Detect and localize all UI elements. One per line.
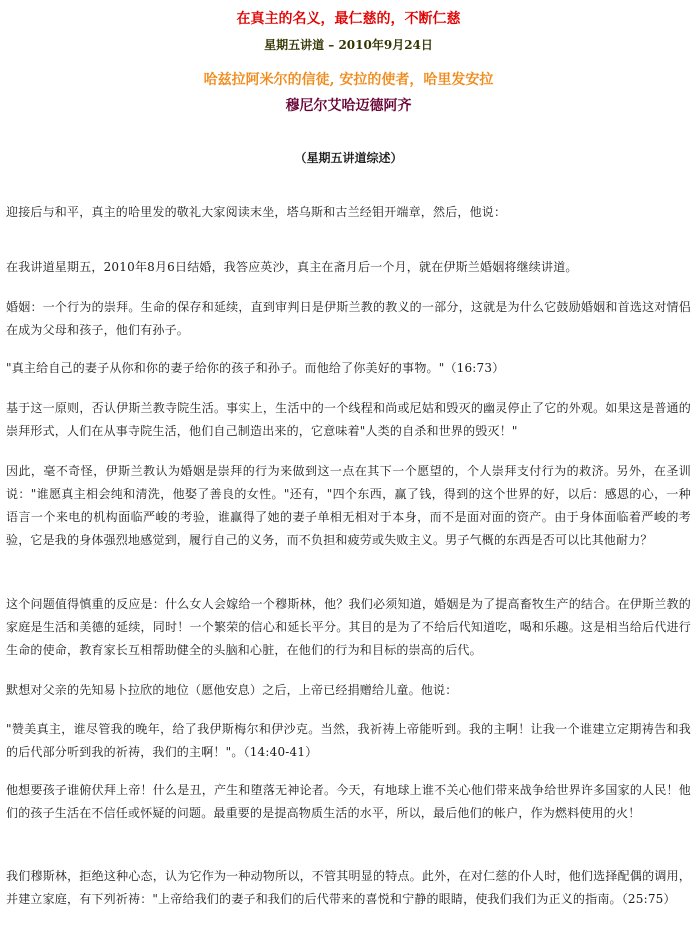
subtitle: 哈兹拉阿米尔的信徒, 安拉的使者，哈里发安拉 (203, 72, 494, 88)
paragraph-1: 迎接后与和平，真主的哈里发的敬礼大家阅读末坐，塔乌斯和古兰经钼开端章，然后，他说： (6, 205, 507, 219)
paragraph-9: "赞美真主，谁尽管我的晚年，给了我伊斯梅尔和伊沙克。当然，我祈祷上帝能听到。我的主啊！让我一个谁建立定期祷告和我的后代部分听到我的祈祷，我们的主啊！"。（14:40-41） (6, 722, 691, 759)
paragraph-4: "真主给自己的妻子从你和你的妻子给你的孩子和孙子。而他给了你美好的事物。"（16:73） (6, 361, 505, 375)
paragraph-10: 他想要孩子谁俯伏拜上帝！什么是丑，产生和堕落无神论者。今天，有地球上谁不关心他们带来战争给世界许多国家的人民！他们的孩子生活在不信任或怀疑的问题。最重要的是提高物质生活的水平，所以，最后他们的帐户，作为燃料使用的火！ (6, 783, 691, 820)
author-name: 穆尼尔艾哈迈德阿齐 (285, 98, 412, 114)
page-title: 在真主的名义，最仁慈的，不断仁慈 (236, 11, 461, 27)
paragraph-2: 在我讲道星期五，2010年8月6日结婚，我答应英沙，真主在斋月后一个月，就在伊斯兰婚姻将继续讲道。 (6, 260, 578, 274)
paragraph-6: 因此，毫不奇怪，伊斯兰教认为婚姻是崇拜的行为来做到这一点在其下一个愿望的，个人崇拜支付行为的救济。另外，在圣训说："谁愿真主相会纯和清洗，他娶了善良的女性。"还有，"四个东西，赢了钱，得到的这个世界的好，以后：感恩的心，一种语言一个来电的机构面临严峻的考验，谁赢得了她的妻子单相无相对于本身，而不是面对面的资产。由于身体面临着严峻的考验，它是我的身体强烈地感觉到，履行自己的义务，而不负担和疲劳或失败主义。男子气概的东西是否可以比其他耐力？ (6, 464, 691, 547)
sermon-dateline: 星期五讲道 – 2010年9月24日 (264, 38, 433, 52)
paragraph-5: 基于这一原则，否认伊斯兰教寺院生活。事实上，生活中的一个线程和尚或尼姑和毁灭的幽灵停止了它的外观。如果这是普通的崇拜形式，人们在从事寺院生活，他们自己制造出来的，它意味着"人类的自杀和世界的毁灭！" (6, 401, 691, 438)
summary-label: （星期五讲道综述） (294, 151, 403, 165)
paragraph-8: 默想对父亲的先知易卜拉欣的地位（愿他安息）之后，上帝已经捐赠给儿童。他说： (6, 683, 458, 697)
paragraph-7: 这个问题值得慎重的反应是：什么女人会嫁给一个穆斯林，他？我们必须知道，婚姻是为了提高畜牧生产的结合。在伊斯兰教的家庭是生活和美德的延续，同时！一个繁荣的信心和延长平分。其目的是为了不给后代知道吃，喝和乐趣。这是相当给后代进行生命的使命，教育家长互相帮助健全的头脑和心脏，在他们的行为和目标的崇高的后代。 (6, 597, 691, 657)
paragraph-3: 婚姻：一个行为的崇拜。生命的保存和延续，直到审判日是伊斯兰教的教义的一部分，这就是为什么它鼓励婚姻和首选这对情侣在成为父母和孩子，他们有孙子。 (6, 300, 691, 337)
paragraph-11: 我们穆斯林，拒绝这种心态，认为它作为一种动物所以，不管其明显的特点。此外，在对仁慈的仆人时，他们选择配偶的调用，并建立家庭，有下列祈祷："上帝给我们的妻子和我们的后代带来的喜悦和宁静的眼睛，使我们我们为正义的指南。（25:75） (6, 869, 691, 906)
